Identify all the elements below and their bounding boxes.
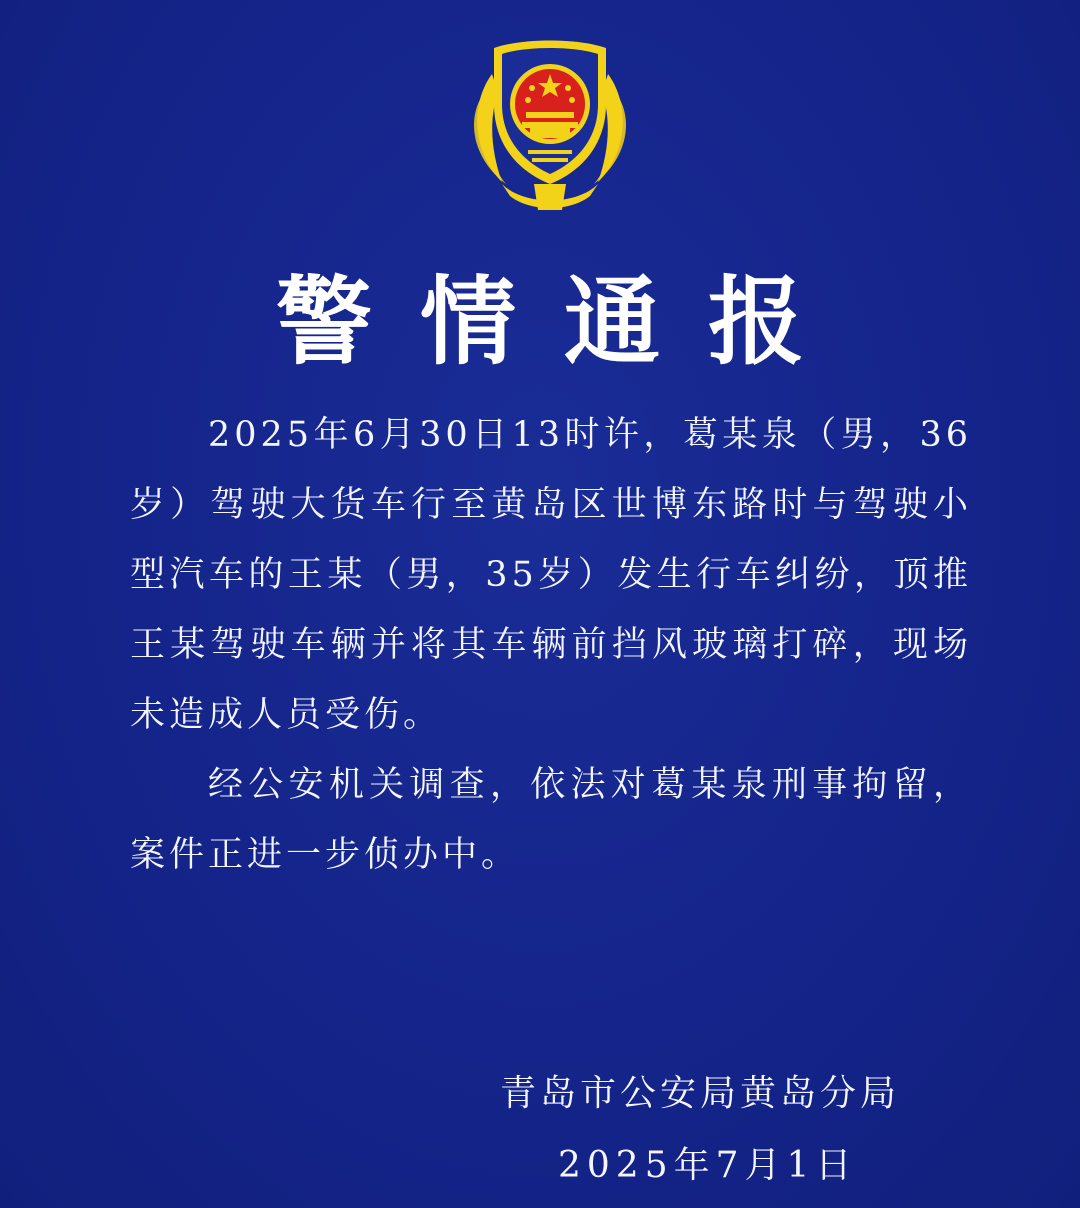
notice-body <box>130 400 972 890</box>
issue-date: 2025年7月1日 <box>558 1145 858 1186</box>
notice-paragraph-1: 2025年6月30日13时许，葛某泉（男，36岁）驾驶大货车行至黄岛区世博东路时与驾驶小型汽车的王某（男，35岁）发生行车纠纷，顶推王某驾驶车辆并将其车辆前挡风玻璃打碎，现场未造成人员受伤。 <box>130 415 972 735</box>
notice-paragraph-2: 经公安机关调查，依法对葛某泉刑事拘留，案件正进一步侦办中。 <box>130 765 972 875</box>
police-emblem-icon <box>462 34 638 214</box>
notice-title: 警情通报 <box>276 265 852 378</box>
issuer-name: 青岛市公安局黄岛分局 <box>500 1073 901 1114</box>
